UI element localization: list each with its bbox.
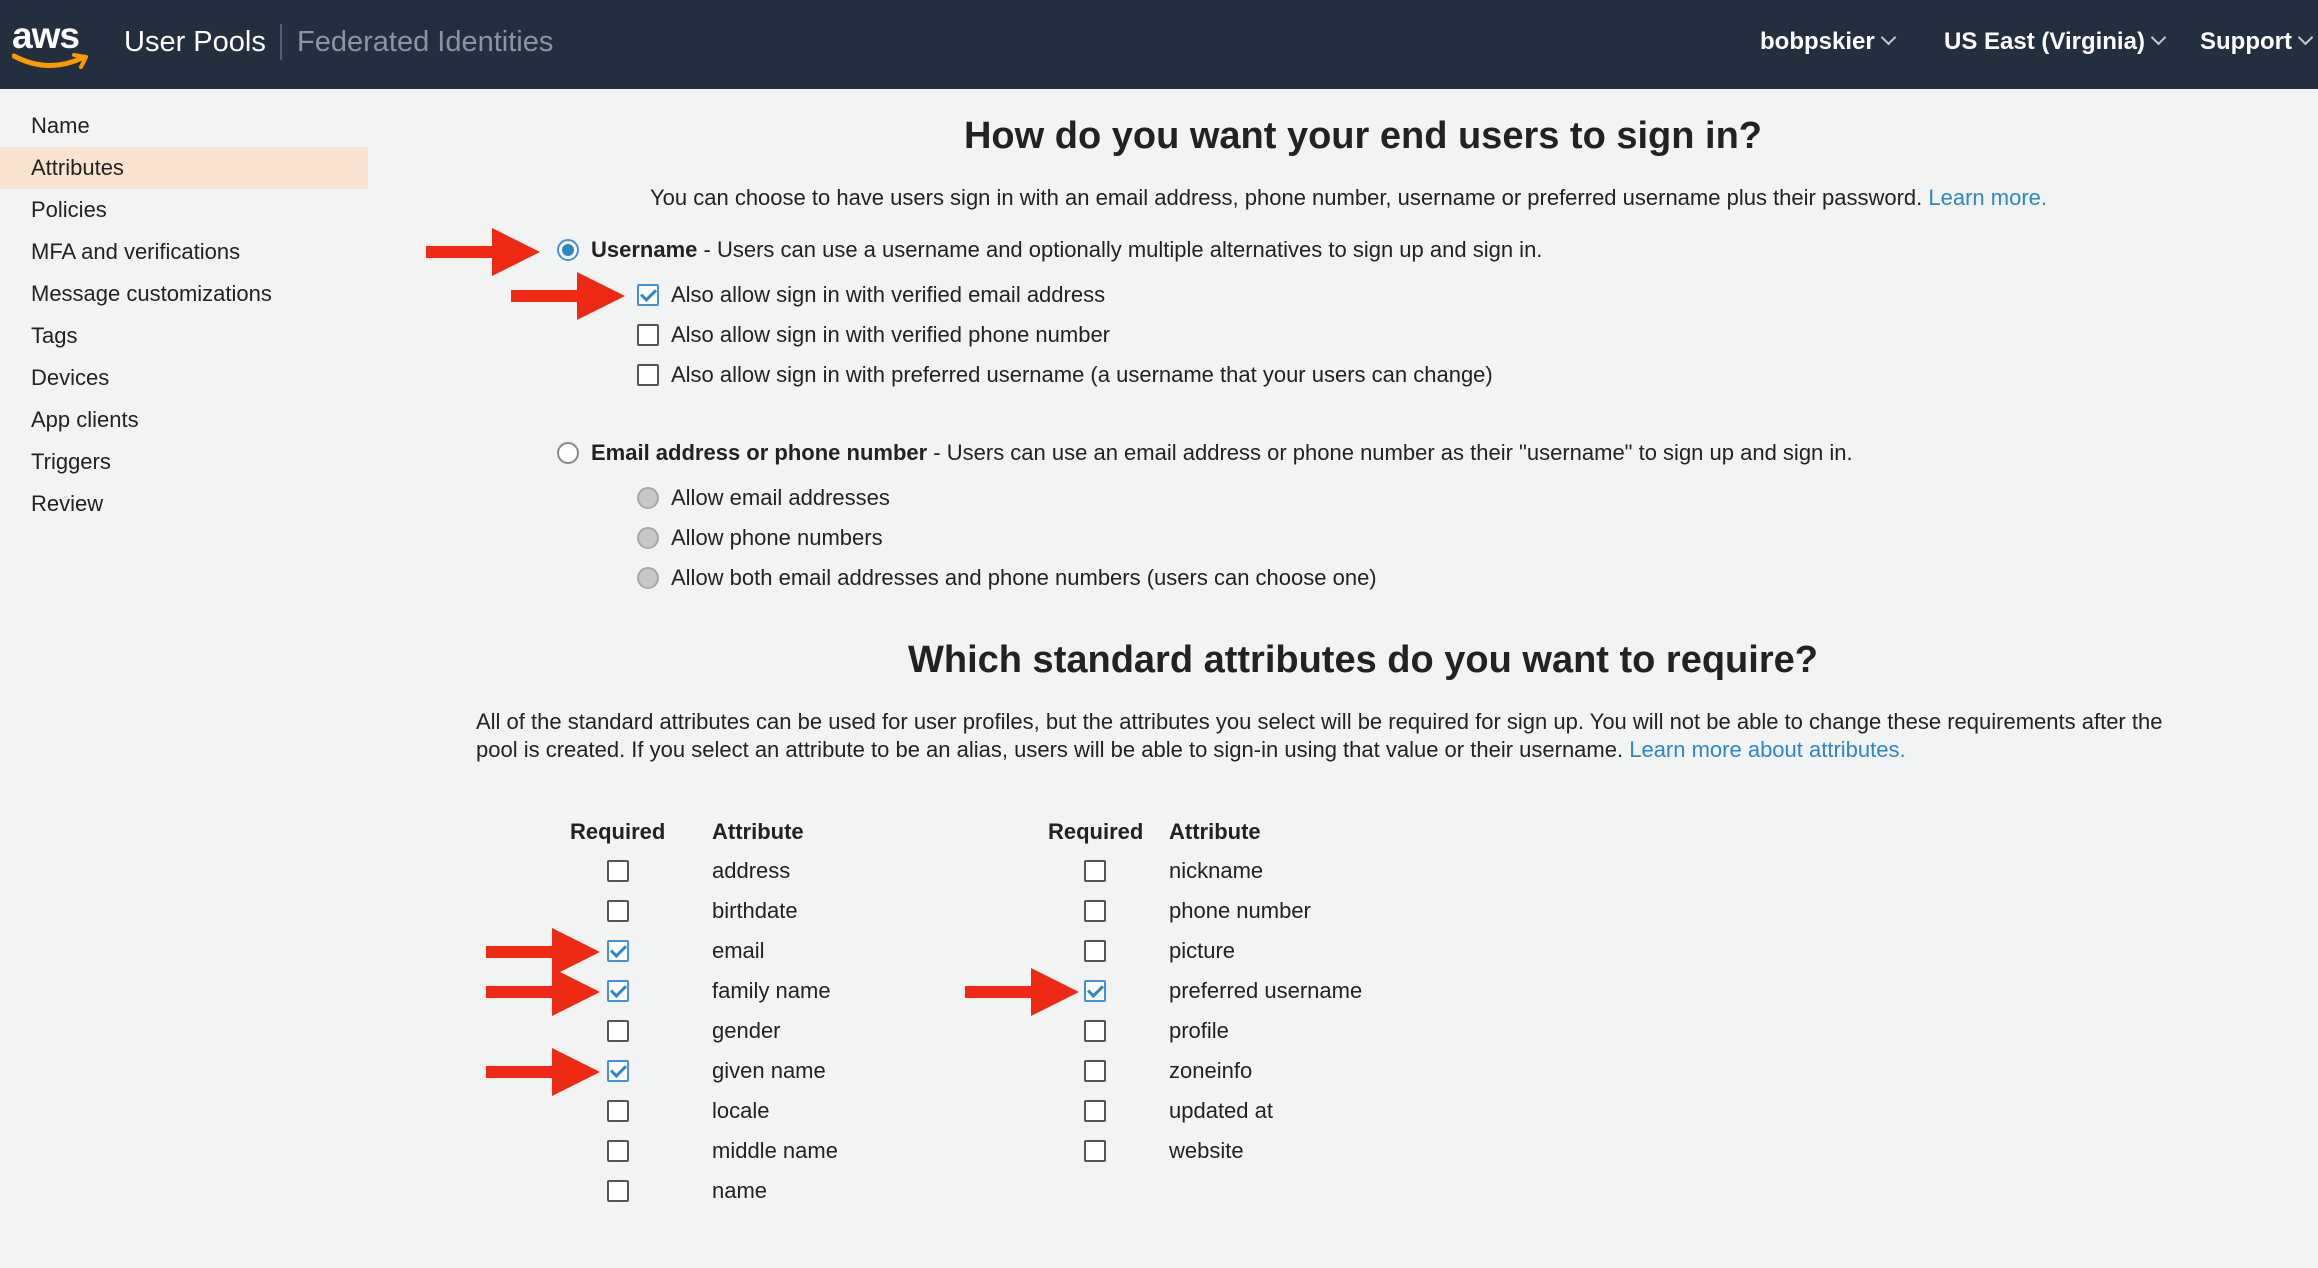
attribute-locale: locale	[712, 1098, 770, 1123]
allow-both-label: Allow both email addresses and phone numbers (users can choose one)	[671, 565, 1377, 590]
sidebar-item-devices[interactable]: Devices	[31, 365, 110, 390]
attribute-preferred-username: preferred username	[1169, 978, 1363, 1003]
attributes-intro-line1: All of the standard attributes can be used for user profiles, but the attributes you select will be required for sign up. You will not be able to change these requirements after the	[476, 709, 2163, 734]
verified-phone-checkbox[interactable]	[637, 324, 659, 346]
attribute-name: name	[712, 1178, 768, 1203]
attribute-website: website	[1169, 1138, 1244, 1163]
attribute-birthdate: birthdate	[712, 898, 798, 923]
top-navigation-bar	[0, 0, 2318, 89]
sidebar-item-mfa[interactable]: MFA and verifications	[31, 239, 241, 264]
annotation-arrow-icon	[484, 966, 604, 1018]
verified-phone-label: Also allow sign in with verified phone number	[671, 322, 1111, 347]
email-option-title: Email address or phone number	[591, 440, 928, 465]
profile-required-checkbox[interactable]	[1084, 1020, 1106, 1042]
email-required-checkbox[interactable]	[607, 940, 629, 962]
sidebar-item-review[interactable]: Review	[31, 491, 104, 516]
left-attribute-header: Attribute	[712, 819, 804, 844]
sidebar-item-message-customizations[interactable]: Message customizations	[31, 281, 272, 306]
preferred-username-checkbox[interactable]	[637, 364, 659, 386]
attribute-profile: profile	[1169, 1018, 1229, 1043]
attribute-given-name: given name	[712, 1058, 826, 1083]
verified-email-label: Also allow sign in with verified email address	[671, 282, 1106, 307]
email-option-label	[591, 439, 1853, 467]
right-required-header: Required	[1048, 819, 1144, 844]
learn-more-attributes-link[interactable]: Learn more about attributes.	[1629, 737, 1906, 762]
preferred-username-required-checkbox[interactable]	[1084, 980, 1106, 1002]
verified-email-checkbox[interactable]	[637, 284, 659, 306]
aws-logo-text: aws	[12, 15, 79, 56]
username-option-title: Username	[591, 237, 698, 262]
region-name: US East (Virginia)	[1944, 28, 2145, 55]
zoneinfo-required-checkbox[interactable]	[1084, 1060, 1106, 1082]
birthdate-required-checkbox[interactable]	[607, 900, 629, 922]
attribute-address: address	[712, 858, 791, 883]
email-option-description: - Users can use an email address or phone number as their "username" to sign up and sign in.	[927, 440, 1853, 465]
picture-required-checkbox[interactable]	[1084, 940, 1106, 962]
signin-heading: How do you want your end users to sign in?	[963, 115, 1763, 157]
attribute-updated-at: updated at	[1169, 1098, 1273, 1123]
locale-required-checkbox[interactable]	[607, 1100, 629, 1122]
attribute-email: email	[712, 938, 765, 963]
updated-at-required-checkbox[interactable]	[1084, 1100, 1106, 1122]
signin-intro	[650, 184, 2047, 212]
attribute-nickname: nickname	[1169, 858, 1264, 883]
left-required-header: Required	[570, 819, 666, 844]
sidebar-item-tags[interactable]: Tags	[31, 323, 78, 348]
attributes-heading: Which standard attributes do you want to require?	[908, 639, 1818, 681]
account-menu[interactable]	[1760, 27, 1894, 57]
allow-phone-radio[interactable]	[637, 527, 659, 549]
chevron-down-icon	[2151, 30, 2167, 46]
middle-name-required-checkbox[interactable]	[607, 1140, 629, 1162]
username-radio[interactable]	[557, 239, 579, 261]
sidebar-item-app-clients[interactable]: App clients	[31, 407, 139, 432]
attributes-intro-text: pool is created. If you select an attribute to be an alias, users will be able to sign-in using that value or their username.	[476, 737, 1624, 762]
nickname-required-checkbox[interactable]	[1084, 860, 1106, 882]
sidebar-item-attributes[interactable]: Attributes	[0, 147, 368, 189]
chevron-down-icon	[1880, 30, 1896, 46]
name-required-checkbox[interactable]	[607, 1180, 629, 1202]
given-name-required-checkbox[interactable]	[607, 1060, 629, 1082]
support-label: Support	[2200, 28, 2292, 55]
sidebar-item-triggers[interactable]: Triggers	[31, 449, 111, 474]
sidebar-item-name[interactable]: Name	[31, 113, 90, 138]
attributes-intro-line2	[476, 736, 1906, 764]
learn-more-link[interactable]: Learn more.	[1928, 185, 2047, 210]
user-pools-link[interactable]: User Pools	[124, 26, 266, 58]
attribute-phone-number: phone number	[1169, 898, 1311, 923]
annotation-arrow-icon	[484, 1046, 604, 1098]
gender-required-checkbox[interactable]	[607, 1020, 629, 1042]
attribute-zoneinfo: zoneinfo	[1169, 1058, 1253, 1083]
allow-email-label: Allow email addresses	[671, 485, 890, 510]
aws-logo[interactable]	[12, 16, 94, 76]
right-attribute-header: Attribute	[1169, 819, 1261, 844]
email-or-phone-radio[interactable]	[557, 442, 579, 464]
address-required-checkbox[interactable]	[607, 860, 629, 882]
allow-email-radio[interactable]	[637, 487, 659, 509]
allow-both-radio[interactable]	[637, 567, 659, 589]
username-option-description: - Users can use a username and optionally multiple alternatives to sign up and sign in.	[697, 237, 1543, 262]
federated-identities-link[interactable]: Federated Identities	[297, 26, 554, 58]
allow-phone-label: Allow phone numbers	[671, 525, 883, 550]
account-name: bobpskier	[1760, 28, 1875, 55]
attribute-picture: picture	[1169, 938, 1236, 963]
sidebar-item-policies[interactable]: Policies	[31, 197, 107, 222]
chevron-down-icon	[2298, 30, 2314, 46]
username-option-label	[591, 236, 1542, 264]
attribute-family-name: family name	[712, 978, 831, 1003]
attribute-gender: gender	[712, 1018, 781, 1043]
annotation-arrow-icon	[963, 966, 1083, 1018]
annotation-arrow-icon	[509, 270, 629, 322]
signin-intro-text: You can choose to have users sign in with an email address, phone number, username or preferred username plus their password.	[650, 185, 1923, 210]
preferred-username-label: Also allow sign in with preferred username (a username that your users can change)	[671, 362, 1493, 387]
family-name-required-checkbox[interactable]	[607, 980, 629, 1002]
attribute-middle-name: middle name	[712, 1138, 838, 1163]
phone-number-required-checkbox[interactable]	[1084, 900, 1106, 922]
region-menu[interactable]	[1944, 27, 2164, 57]
sidebar	[0, 105, 368, 525]
aws-smile-icon	[12, 52, 92, 74]
support-menu[interactable]	[2200, 27, 2311, 57]
nav-divider	[280, 24, 282, 60]
website-required-checkbox[interactable]	[1084, 1140, 1106, 1162]
